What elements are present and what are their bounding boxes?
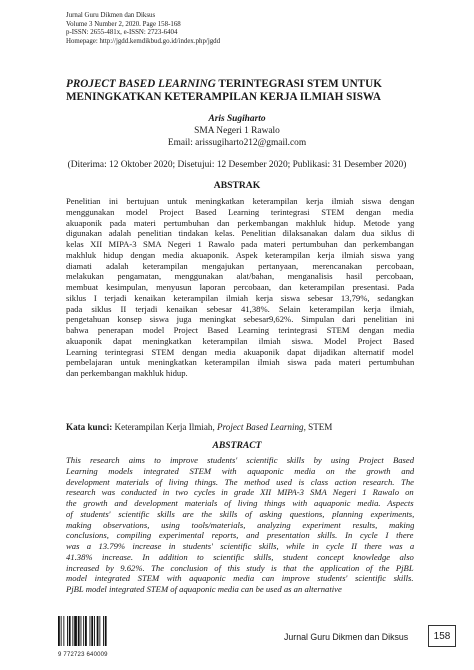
barcode-bar — [83, 616, 84, 646]
paragraph-line: bahwa penerapan model Project Based Learning terintegrasi STEM dengan media — [66, 325, 414, 335]
barcode-bar — [67, 616, 68, 646]
barcode-bar — [103, 616, 104, 646]
keywords-label: Kata kunci: — [66, 422, 113, 432]
paragraph-line: pada siklus II terjadi kenaikan sebesar 41,38%. Selain keterampilan kerja ilmiah, — [66, 303, 414, 314]
journal-issn: p-ISSN: 2655-481x, e-ISSN: 2723-6404 — [66, 29, 178, 37]
title-italic-part: PROJECT BASED LEARNING — [66, 78, 216, 90]
paragraph-line: kelas XII MIPA-3 SMA Negeri 1 Rawalo pada materi pertumbuhan dan perkembangan — [66, 239, 414, 249]
barcode-bar — [78, 616, 80, 646]
paragraph-line: development materials of living things. The method used is class action research. The — [66, 476, 414, 487]
barcode-bar — [97, 616, 99, 646]
barcode-bar — [69, 616, 71, 646]
paragraph-line: Learning terintegrasi STEM dengan media akuaponik dapat dijadikan alternatif model — [66, 346, 414, 357]
submission-dates: (Diterima: 12 Oktober 2020; Disetujui: 12 Desember 2020; Publikasi: 31 Desember 2020) — [67, 160, 407, 170]
paragraph-line: makhluk hidup dengan media akuaponik. Aspek keterampilan kerja ilmiah siswa yang — [66, 249, 414, 260]
barcode-bar — [105, 616, 107, 646]
journal-name: Jurnal Guru Dikmen dan Diksus — [66, 12, 156, 19]
paragraph-line: akuaponik dapat meningkatkan keterampilan ilmiah siswa. Model Project Based — [66, 335, 414, 346]
paragraph-line: siklus I terjadi kenaikan keterampilan ilmiah kerja siswa sebesar 13,79%, sedangkan — [66, 292, 414, 303]
journal-homepage[interactable]: Homepage: http://jgdd.kemdikbud.go.id/index.php/jgdd — [66, 37, 221, 45]
barcode-bar — [74, 616, 77, 646]
barcode-bar — [63, 616, 64, 646]
barcode-bar — [61, 616, 62, 646]
paragraph-line: dan perkembangan makhluk hidup. — [66, 368, 188, 378]
paragraph-line: Learning models integrated STEM with aquaponic media on the growth and — [66, 465, 414, 476]
paragraph-line: was a 13.79% increase in students' scientific skills, while in cycle II there was a — [66, 541, 414, 551]
paragraph-line: 41.38% increase. In addition to scientific skills, student concept knowledge also — [66, 551, 414, 562]
paper-title — [66, 78, 416, 104]
paragraph-line: This research aims to improve students' scientific skills by using Project Based — [66, 455, 414, 465]
paragraph-line: pengetahuan konsep siswa juga meningkat sebesar9,62%. Simpulan dari penelitian ini — [66, 314, 414, 325]
journal-header — [66, 12, 220, 46]
paragraph-line: research was conducted in two cycles in grade XII MIPA-3 SMA Negeri 1 Rawalo on — [66, 487, 414, 498]
abstrak-heading: ABSTRAK — [213, 180, 261, 191]
paragraph-line: conclusions, compiling experimental reports, and presentation skills. In cycle I there — [66, 530, 414, 541]
paragraph-line: pembelajaran untuk meningkatkan keterampilan ilmiah siswa pada materi pertumbuhan — [66, 357, 414, 368]
barcode-bars-icon — [58, 616, 118, 646]
barcode-bar — [85, 616, 87, 646]
barcode-digits: 9 772723 640009 — [58, 652, 108, 658]
keywords-end: STEM — [305, 422, 333, 432]
barcode-bar — [90, 616, 91, 646]
paragraph-line: melakukan pengamatan, menggunakan alat/bahan, menganalisis hasil percobaan, — [66, 271, 414, 282]
paragraph-line: making observations, using tools/materials, analyzing experiment results, making — [66, 519, 414, 530]
paragraph-line: digunakan adalah penelitian tindakan kelas. Penelitian dilaksanakan dalam dua siklus di — [66, 228, 414, 239]
barcode-bar — [81, 616, 82, 646]
barcode-bar — [58, 616, 60, 646]
abstrak-paragraph — [66, 196, 414, 379]
paragraph-line: menggunakan model Project Based Learning terintegrasi STEM dengan media — [66, 206, 414, 217]
paragraph-line: membuat kesimpulan, menyusun laporan percobaan, dan keterampilan presentasi. Pada — [66, 282, 414, 292]
title-line1-rest: TERINTEGRASI STEM UNTUK — [215, 78, 382, 90]
keywords-italic: Project Based Learning, — [217, 422, 306, 432]
author-name: Aris Sugiharto — [208, 114, 266, 124]
barcode-bar — [99, 616, 100, 646]
barcode-bar — [91, 616, 93, 646]
paragraph-line: diamati adalah keterampilan mengajukan pertanyaan, merencanakan percobaan, — [66, 260, 414, 271]
abstract-paragraph — [66, 455, 414, 595]
page-number: 158 — [428, 625, 456, 647]
author-block — [0, 113, 474, 149]
footer-journal-name: Jurnal Guru Dikmen dan Diksus — [284, 632, 409, 642]
paragraph-line: the growth and development materials of living things with aquaponic media. Aspects — [66, 498, 414, 508]
issn-barcode — [58, 616, 122, 656]
journal-volume: Volume 3 Number 2, 2020. Page 158-168 — [66, 20, 181, 28]
abstract-heading: ABSTRACT — [212, 440, 262, 451]
barcode-bar — [94, 616, 95, 646]
author-email[interactable]: Email: arissugiharto212@gmail.com — [167, 138, 307, 148]
author-affiliation: SMA Negeri 1 Rawalo — [194, 126, 280, 136]
keywords-plain: Keterampilan Kerja Ilmiah, — [112, 422, 218, 432]
barcode-bar — [72, 616, 73, 646]
paragraph-line: Penelitian ini bertujuan untuk meningkatkan keterampilan kerja ilmiah siswa dengan — [66, 196, 414, 206]
keywords — [66, 422, 426, 433]
paragraph-line: of students' scientific skills are the skills of asking questions, planning experiments, — [66, 508, 414, 519]
title-line2: MENINGKATKAN KETERAMPILAN KERJA ILMIAH SISWA — [66, 91, 381, 103]
paragraph-line: model integrated STEM with aquaponic media can improve students' scientific skills. — [66, 573, 414, 584]
paragraph-line: PjBL model integrated STEM of aquaponic media can be used as an alternative — [66, 584, 342, 594]
paragraph-line: akuaponik pada materi pertumbuhan dan perkembangan makhluk hidup. Metode yang — [66, 217, 414, 228]
paragraph-line: increased by 9.62%. The conclusion of this study is that the application of the PjBL — [66, 562, 414, 573]
